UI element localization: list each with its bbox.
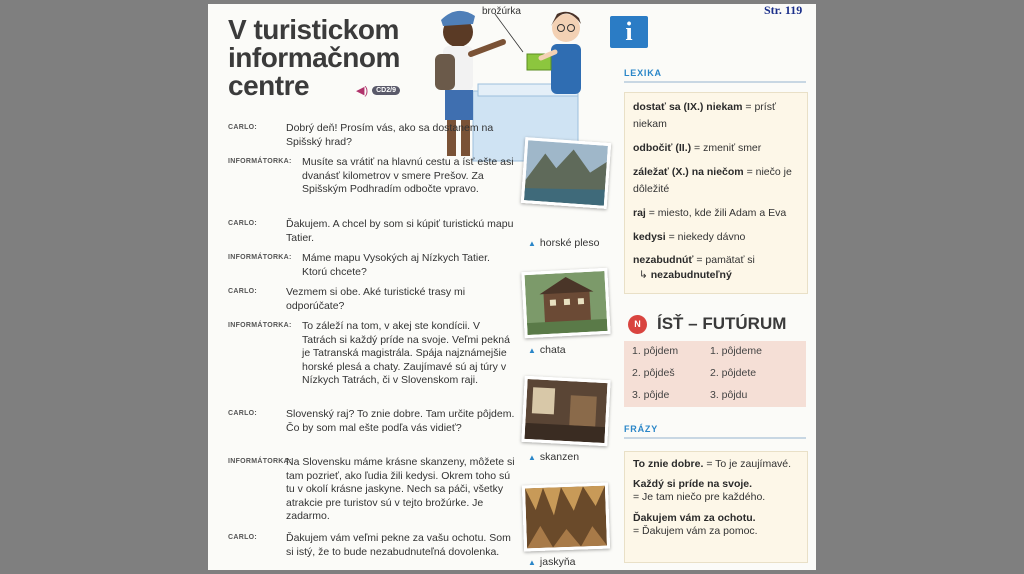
speaker-label: INFORMÁTORKA: — [228, 322, 292, 329]
futurum-form: 1. pôjdeme — [710, 345, 762, 357]
photo-caption: ▲ chata — [528, 344, 566, 356]
speaker-label: INFORMÁTORKA: — [228, 458, 292, 465]
speaker-label: CARLO: — [228, 124, 258, 131]
futurum-form: 2. pôjdete — [710, 367, 757, 379]
caption-arrow-icon: ▲ — [528, 558, 536, 567]
derived-word: nezabudnuteľný — [650, 269, 732, 281]
audio-track[interactable] — [356, 84, 400, 97]
caption-arrow-icon: ▲ — [528, 346, 536, 355]
audio-track-label: CD2/9 — [372, 86, 400, 95]
photo-caption: ▲ horské pleso — [528, 237, 600, 249]
speaker-label: CARLO: — [228, 534, 258, 541]
dialogue-text: Dobrý deň! Prosím vás, ako sa dostanem na Spišský hrad? — [286, 122, 494, 148]
page-number: Str. 119 — [764, 4, 803, 17]
brochure-label: brožúrka — [482, 6, 521, 17]
frazy-box — [624, 451, 808, 563]
title-line-3: centre — [228, 70, 310, 101]
textbook-page — [208, 4, 816, 570]
futurum-title: ÍSŤ – FUTÚRUM — [657, 314, 787, 333]
speaker-label: INFORMÁTORKA: — [228, 254, 292, 261]
speaker-label: INFORMÁTORKA: — [228, 158, 292, 165]
frazy-heading: FRÁZY — [624, 424, 806, 439]
title-line-2: informačnom — [228, 42, 400, 73]
lexika-entry: dostať sa (IX.) niekam = prísť niekam — [633, 101, 776, 130]
speaker-icon: ◀) — [356, 85, 369, 97]
futurum-form: 1. pôjdem — [632, 345, 679, 357]
photo-caption: ▲ jaskyňa — [528, 556, 576, 568]
phrase-item: Ďakujem vám za ochotu. = Ďakujem vám za pomoc. — [633, 512, 758, 537]
info-icon: i — [610, 16, 648, 48]
futurum-form: 3. pôjde — [632, 389, 670, 401]
photo-mountain-lake — [521, 137, 611, 209]
title-line-1: V turistickom — [228, 14, 399, 45]
dialogue-text: Vezmem si obe. Aké turistické trasy mi odporúčate? — [286, 286, 466, 312]
dialogue-text: Máme mapu Vysokých aj Nízkych Tatier. Ktorú chcete? — [302, 252, 490, 278]
futurum-form: 3. pôjdu — [710, 389, 748, 401]
speaker-label: CARLO: — [228, 288, 258, 295]
dialogue-text: Na Slovensku máme krásne skanzeny, môžete si tam pozrieť, ako ľudia žili kedysi. Okrem toho sú tu v okolí krásne jaskyne. Nech sa páči, všetky atrakcie pre turistov sú v tejto brožúrke. Je zadarmo. — [286, 456, 515, 523]
dialogue-text: To záleží na tom, v akej ste kondícii. V Tatrách si každý príde na svoje. Veľmi pekná je Tatranská magistrála. Spája najznámejšie horské plesá a chaty. Zaujímavé sú aj túry v Nízkych Tatrách, či v Slovenskom raji. — [302, 320, 510, 387]
photo-chalet — [521, 268, 610, 338]
lexika-entry: raj = miesto, kde žili Adam a Eva — [633, 207, 787, 219]
dialogue-text: Ďakujem vám veľmi pekne za vašu ochotu. Som si istý, že to bude nezabudnuteľná dovolenka. — [286, 532, 511, 558]
lexika-heading: LEXIKA — [624, 68, 806, 83]
derived-arrow-icon: ↳ — [639, 269, 648, 281]
lexika-entry: nezabudnúť = pamätať si ↳ nezabudnuteľný — [633, 254, 755, 281]
lexika-entry: kedysi = niekedy dávno — [633, 231, 746, 243]
phrase-item: Každý si príde na svoje. = Je tam niečo pre každého. — [633, 478, 766, 503]
new-badge: N — [628, 315, 647, 334]
photo-caption: ▲ skanzen — [528, 451, 580, 463]
futurum-form: 2. pôjdeš — [632, 367, 675, 379]
lexika-entry: záležať (X.) na niečom = niečo je dôležité — [633, 166, 792, 195]
futurum-heading — [628, 314, 786, 334]
lexika-box — [624, 92, 808, 294]
dialogue-text: Musíte sa vrátiť na hlavnú cestu a ísť ešte asi dvanásť kilometrov v smere Prešov. Za Spišským Podhradím odbočte vpravo. — [302, 156, 514, 196]
photo-cave — [522, 483, 610, 552]
caption-arrow-icon: ▲ — [528, 453, 536, 462]
speaker-label: CARLO: — [228, 410, 258, 417]
dialogue-text: Ďakujem. A chcel by som si kúpiť turistickú mapu Tatier. — [286, 218, 514, 244]
lexika-entry: odbočiť (II.) = zmeniť smer — [633, 142, 762, 154]
futurum-table — [624, 341, 806, 407]
dialogue-text: Slovenský raj? To znie dobre. Tam určite pôjdem. Čo by som mal ešte podľa vás vidieť? — [286, 408, 515, 434]
phrase-item: To znie dobre. = To je zaujímavé. — [633, 458, 792, 470]
speaker-label: CARLO: — [228, 220, 258, 227]
photo-open-air-museum — [521, 376, 610, 446]
caption-arrow-icon: ▲ — [528, 239, 536, 248]
